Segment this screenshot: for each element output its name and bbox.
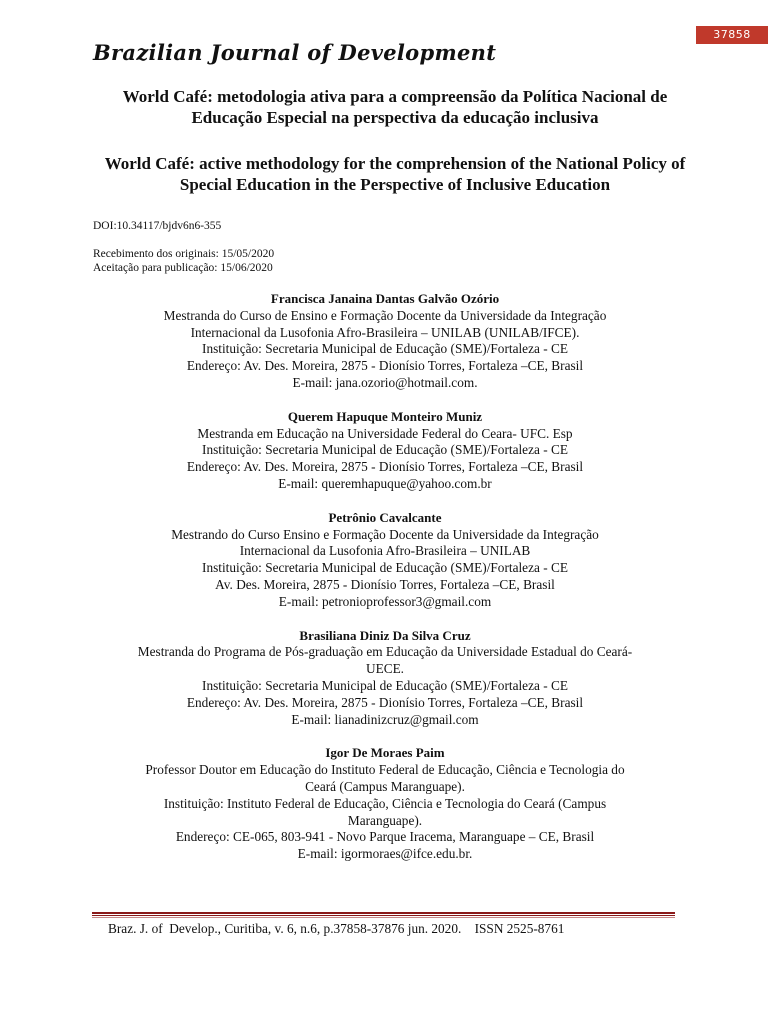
page-number-badge: 37858 (696, 26, 768, 44)
author-affiliation-line: Mestranda do Curso de Ensino e Formação Docente da Universidade da Integração (163, 307, 607, 323)
author-affiliation-line: Instituição: Secretaria Municipal de Educação (SME)/Fortaleza - CE (202, 560, 568, 576)
journal-title: Brazilian Journal of Development (93, 40, 497, 65)
author-affiliation-line: Ceará (Campus Maranguape). (305, 778, 465, 794)
author-name: Petrônio Cavalcante (328, 509, 442, 525)
author-affiliation-line: Mestranda em Educação na Universidade Federal do Ceara- UFC. Esp (197, 425, 573, 441)
article-title-english: World Café: active methodology for the comprehension of the National Policy of Special Education in the Perspective of Inclusive Education (104, 154, 686, 194)
author-affiliation-line: Mestrando do Curso Ensino e Formação Docente da Universidade da Integração (171, 526, 599, 542)
author-email: E-mail: petronioprofessor3@gmail.com (278, 593, 492, 609)
author-affiliation-line: Internacional da Lusofonia Afro-Brasileira – UNILAB (239, 543, 531, 559)
author-list (80, 291, 690, 880)
author-block (80, 628, 690, 729)
author-email: E-mail: queremhapuque@yahoo.com.br (278, 475, 492, 491)
author-block (80, 510, 690, 611)
author-block (80, 291, 690, 392)
author-affiliation-line: Internacional da Lusofonia Afro-Brasileira – UNILAB (UNILAB/IFCE). (190, 324, 580, 340)
author-affiliation-line: Instituição: Secretaria Municipal de Educação (SME)/Fortaleza - CE (202, 341, 568, 357)
received-date: Recebimento dos originais: 15/05/2020 (93, 248, 275, 260)
author-affiliation-line: Instituição: Secretaria Municipal de Educação (SME)/Fortaleza - CE (202, 442, 568, 458)
author-name: Igor De Moraes Paim (325, 745, 445, 761)
author-address-line: Endereço: Av. Des. Moreira, 2875 - Dionísio Torres, Fortaleza –CE, Brasil (186, 694, 584, 710)
author-affiliation-line: Instituição: Secretaria Municipal de Educação (SME)/Fortaleza - CE (202, 677, 568, 693)
author-email: E-mail: igormoraes@ifce.edu.br. (297, 846, 473, 862)
footer-divider (92, 912, 675, 918)
author-email: E-mail: lianadinizcruz@gmail.com (291, 711, 479, 727)
article-title-portuguese: World Café: metodologia ativa para a compreensão da Política Nacional de Educação Especial na perspectiva da educação inclusiva (122, 87, 668, 127)
author-affiliation-line: UECE. (365, 661, 405, 677)
author-block (80, 409, 690, 493)
author-block (80, 745, 690, 863)
author-address-line: Endereço: Av. Des. Moreira, 2875 - Dionísio Torres, Fortaleza –CE, Brasil (186, 358, 584, 374)
author-name: Francisca Janaina Dantas Galvão Ozório (270, 291, 500, 306)
author-affiliation-line: Maranguape). (347, 812, 423, 828)
author-address-line: Av. Des. Moreira, 2875 - Dionísio Torres, Fortaleza –CE, Brasil (215, 576, 555, 592)
author-email: E-mail: jana.ozorio@hotmail.com. (292, 374, 478, 390)
footer-citation: Braz. J. of Develop., Curitiba, v. 6, n.6, p.37858-37876 jun. 2020. ISSN 2525-8761 (108, 921, 565, 936)
author-name: Querem Hapuque Monteiro Muniz (287, 408, 483, 424)
author-address-line: Endereço: CE-065, 803-941 - Novo Parque Iracema, Maranguape – CE, Brasil (175, 829, 595, 845)
author-affiliation-line: Instituição: Instituto Federal de Educação, Ciência e Tecnologia do Ceará (Campus (163, 795, 607, 811)
author-name: Brasiliana Diniz Da Silva Cruz (299, 627, 471, 643)
author-affiliation-line: Professor Doutor em Educação do Instituto Federal de Educação, Ciência e Tecnologia do (145, 762, 625, 778)
accepted-date: Aceitação para publicação: 15/06/2020 (93, 262, 273, 274)
doi: DOI:10.34117/bjdv6n6-355 (93, 220, 222, 232)
author-affiliation-line: Mestranda do Programa de Pós-graduação em Educação da Universidade Estadual do Ceará- (137, 644, 633, 660)
author-address-line: Endereço: Av. Des. Moreira, 2875 - Dionísio Torres, Fortaleza –CE, Brasil (186, 459, 584, 475)
